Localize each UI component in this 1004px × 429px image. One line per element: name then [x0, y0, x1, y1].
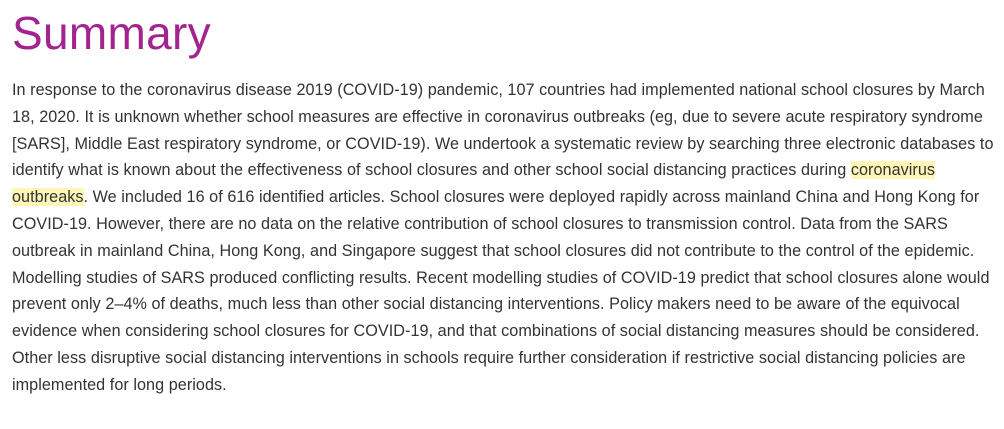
abstract-text-end: . We included 16 of 616 identified articles. School closures were deployed rapidly across mainland China and Hong Kong for COVID-19. However, there are no data on the relative contribution of school closures to transmission control. Data from the SARS outbreak in mainland China, Hong Kong, and Singapore suggest that school closures did not contribute to the control of the epidemic. Modelling studies of SARS produced conflicting results. Recent modelling studies of COVID-19 predict that school closures alone would prevent only 2–4% of deaths, much less than other social distancing interventions. Policy makers need to be aware of the equivocal evidence when considering school closures for COVID-19, and that combinations of social distancing measures should be considered. Other less disruptive social distancing interventions in schools require further consideration if restrictive social distancing policies are implemented for long periods.: [12, 188, 990, 394]
article-page: [12, 0, 1000, 399]
abstract-paragraph: [12, 77, 1000, 399]
highlighted-phrase[interactable]: coronavirus outbreaks: [12, 161, 936, 207]
abstract-text-start: In response to the coronavirus disease 2019 (COVID-19) pandemic, 107 countries had implemented national school closures by March 18, 2020. It is unknown whether school measures are effective in coronavirus outbreaks (eg, due to severe acute respiratory syndrome [SARS], Middle East respiratory syndrome, or COVID-19). We undertook a systematic review by searching three electronic databases to identify what is known about the effectiveness of school closures and other school social distancing practices during: [12, 81, 994, 180]
section-heading: Summary: [12, 7, 211, 59]
